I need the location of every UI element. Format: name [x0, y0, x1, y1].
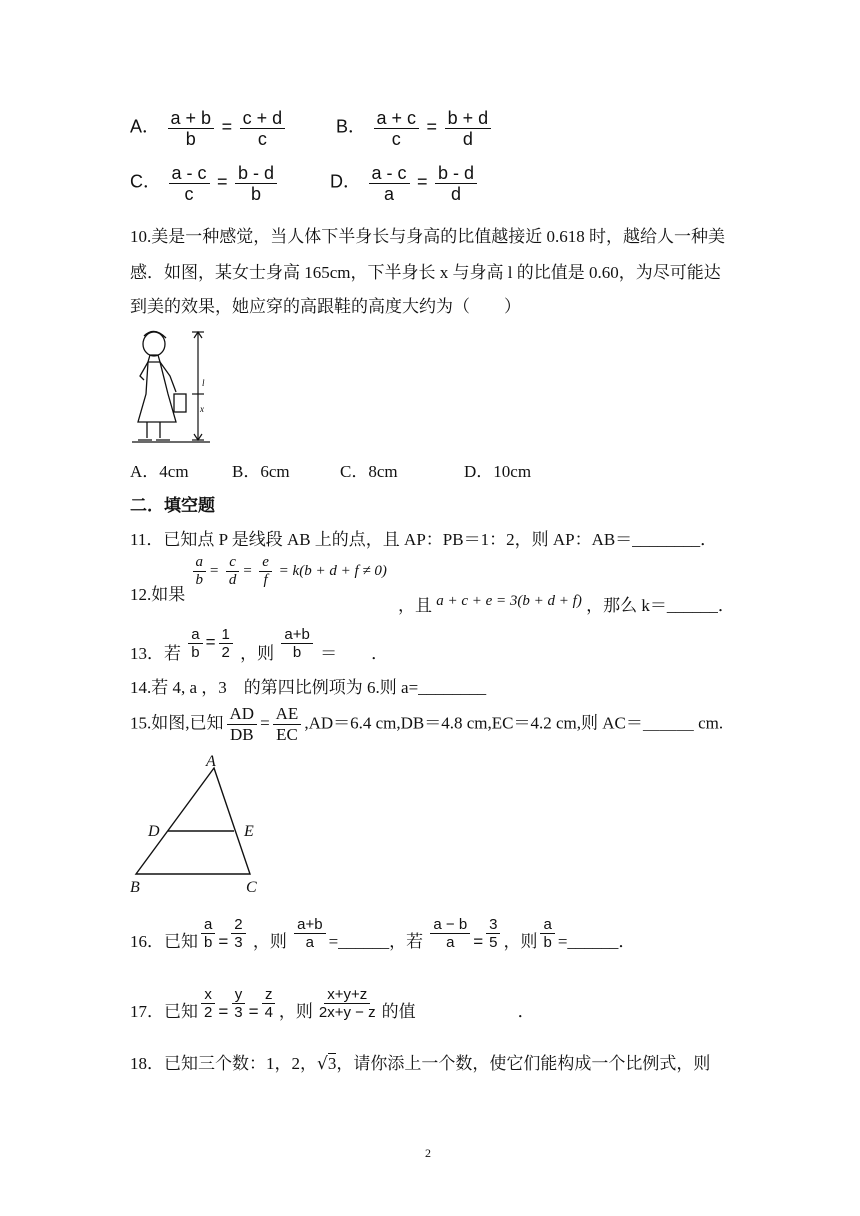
- denominator: b: [292, 644, 302, 661]
- denominator: c: [391, 129, 401, 149]
- q12-mid: ，且: [398, 596, 432, 615]
- fraction: [193, 554, 207, 589]
- fraction: [227, 704, 258, 745]
- denominator: a: [384, 184, 395, 204]
- label-l: l: [202, 378, 205, 388]
- fraction: [259, 554, 272, 589]
- numerator: 2: [231, 916, 245, 934]
- numerator: y: [232, 986, 246, 1004]
- denominator: 4: [264, 1004, 273, 1021]
- denominator: DB: [229, 725, 254, 744]
- numerator: x: [201, 986, 215, 1004]
- q12: [130, 554, 387, 607]
- fraction: [188, 626, 202, 661]
- denominator: b: [543, 934, 552, 951]
- numerator: a − b: [430, 916, 470, 934]
- fraction: [226, 554, 240, 589]
- denominator: 5: [489, 934, 498, 951]
- fraction: [201, 986, 215, 1021]
- denominator: 3: [234, 934, 243, 951]
- fraction: [294, 916, 325, 951]
- denominator: d: [451, 184, 462, 204]
- denominator: 2: [221, 644, 230, 661]
- denominator: 2x+y − z: [318, 1004, 376, 1021]
- numerator: a: [201, 916, 215, 934]
- fraction: [273, 704, 302, 745]
- fraction: [486, 916, 500, 951]
- q10-option-b: B．6cm: [232, 462, 290, 481]
- numerator: b + d: [445, 108, 492, 129]
- numerator: c + d: [240, 108, 286, 129]
- fraction: [435, 163, 477, 204]
- q17-prefix: 17．已知: [130, 1002, 198, 1022]
- sqrt-radicand: 3: [327, 1054, 337, 1073]
- label-x: x: [200, 404, 204, 414]
- q16-mid1: ，则: [252, 932, 287, 952]
- fraction: [316, 986, 379, 1021]
- q14: 14.若 4, a ，3 的第四比例项为 6.则 a=________: [130, 678, 487, 697]
- q10-option-d: D．10cm: [464, 462, 532, 481]
- vertex-a: A: [206, 753, 216, 770]
- denominator: b: [195, 572, 203, 588]
- fraction: [169, 163, 210, 204]
- equals: =: [248, 1002, 259, 1022]
- denominator: c: [184, 184, 194, 204]
- q12-equation: $\frac{a}{b}$ = $\frac{c}{d}$ = $\frac{e}{f}$ = k(b + d + f ≠ 0): [190, 563, 387, 579]
- q16: [130, 916, 635, 951]
- option-c: [130, 163, 280, 204]
- numerator: c: [226, 554, 239, 572]
- numerator: 3: [486, 916, 500, 934]
- denominator: a: [305, 934, 315, 951]
- q17-mid: ，则: [278, 1002, 313, 1022]
- fraction: [540, 916, 554, 951]
- option-d: [330, 163, 480, 204]
- fraction: [445, 108, 492, 149]
- numerator: e: [259, 554, 272, 572]
- equals: =: [221, 116, 233, 137]
- numerator: AE: [273, 704, 302, 725]
- q16-suffix: =______．: [557, 932, 636, 952]
- option-label: A．: [130, 116, 161, 137]
- numerator: a+b: [294, 916, 325, 934]
- fraction: [374, 108, 420, 149]
- q15-suffix: ,AD＝6.4 cm,DB＝4.8 cm,EC＝4.2 cm,则 AC＝＿＿＿ cm.: [304, 713, 724, 733]
- q12-tail: = k(b + d + f ≠ 0): [278, 562, 387, 579]
- q12-prefix: 12.如果: [130, 585, 186, 604]
- numerator: b - d: [435, 163, 477, 184]
- q16-mid3: ，则: [503, 932, 538, 952]
- fraction: [369, 163, 410, 204]
- numerator: b - d: [235, 163, 277, 184]
- q10-option-a: A．4cm: [130, 462, 189, 481]
- fraction: [219, 626, 233, 661]
- numerator: x+y+z: [324, 986, 370, 1004]
- equals: =: [260, 713, 270, 733]
- fraction: [231, 986, 245, 1021]
- q10-option-c: C．8cm: [340, 462, 398, 481]
- numerator: a: [193, 554, 207, 572]
- vertex-c: C: [246, 879, 257, 896]
- q13-suffix: ＝ ．: [320, 644, 389, 664]
- woman-figure: [130, 328, 212, 444]
- numerator: a - c: [369, 163, 410, 184]
- option-label: D．: [330, 171, 361, 192]
- denominator: 3: [234, 1004, 243, 1021]
- q15-prefix: 15.如图,已知: [130, 713, 224, 733]
- option-a: [130, 108, 288, 149]
- q13: [130, 626, 389, 664]
- denominator: 2: [204, 1004, 213, 1021]
- numerator: a - c: [169, 163, 210, 184]
- fraction: [168, 108, 215, 149]
- fraction: [240, 108, 286, 149]
- q16-prefix: 16．已知: [130, 932, 198, 952]
- equals: =: [218, 932, 229, 952]
- q12-rest: [398, 594, 735, 619]
- denominator: EC: [276, 725, 298, 744]
- numerator: a: [540, 916, 554, 934]
- q17: [130, 986, 535, 1021]
- denominator: d: [228, 572, 237, 588]
- equals: =: [217, 171, 228, 192]
- q12-suffix: ，那么 k＝______．: [586, 596, 735, 615]
- q12-condition: a + c + e = 3(b + d + f): [436, 593, 582, 609]
- numerator: 1: [219, 626, 233, 644]
- denominator: b: [191, 644, 200, 661]
- fraction: [430, 916, 470, 951]
- equals: =: [473, 932, 484, 952]
- vertex-d: D: [148, 823, 160, 840]
- q18-tail: ，请你添上一个数，使它们能构成一个比例式，则: [336, 1054, 711, 1073]
- denominator: c: [257, 129, 267, 149]
- fraction: [262, 986, 276, 1021]
- fraction: [281, 626, 312, 661]
- fraction: [235, 163, 277, 204]
- equals: =: [218, 1002, 229, 1022]
- equals: =: [417, 171, 428, 192]
- q17-suffix: 的值 ．: [381, 1002, 535, 1022]
- numerator: a + b: [168, 108, 215, 129]
- section-title: 二．填空题: [130, 496, 215, 515]
- q10-line-3: 到美的效果，她应穿的高跟鞋的高度大约为（ ）: [130, 297, 521, 316]
- denominator: f: [263, 572, 268, 588]
- numerator: a+b: [281, 626, 312, 644]
- triangle-figure: [128, 752, 268, 898]
- denominator: b: [204, 934, 213, 951]
- denominator: b: [251, 184, 262, 204]
- q10-line-1: 10.美是一种感觉，当人体下半身长与身高的比值越接近 0.618 时，越给人一种美: [130, 227, 725, 246]
- denominator: a: [446, 934, 455, 951]
- q16-mid2: =______，若: [328, 932, 424, 952]
- option-b: [336, 108, 494, 149]
- vertex-e: E: [244, 823, 254, 840]
- option-label: B．: [336, 116, 367, 137]
- numerator: a + c: [374, 108, 420, 129]
- fraction: [231, 916, 245, 951]
- q13-prefix: 13．若: [130, 644, 181, 664]
- q15: [130, 704, 723, 745]
- denominator: d: [462, 129, 473, 149]
- equals: =: [426, 116, 438, 137]
- q18-text: 18．已知三个数：1，2，: [130, 1054, 317, 1073]
- numerator: AD: [227, 704, 258, 725]
- equals: =: [205, 632, 216, 652]
- denominator: b: [185, 129, 196, 149]
- page-number: 2: [425, 1146, 431, 1160]
- q18: [130, 1052, 710, 1076]
- q10-line-2: 感．如图，某女士身高 165cm，下半身长 x 与身高 l 的比值是 0.60，为尽可能达: [130, 263, 721, 282]
- fraction: [201, 916, 215, 951]
- numerator: z: [262, 986, 276, 1004]
- q11: 11．已知点 P 是线段 AB 上的点，且 AP：PB＝1：2，则 AP：AB＝________．: [130, 530, 718, 549]
- q13-mid: ，则: [240, 644, 275, 664]
- sqrt-symbol: √: [317, 1054, 328, 1074]
- vertex-b: B: [130, 879, 140, 896]
- numerator: a: [188, 626, 202, 644]
- option-label: C．: [130, 171, 161, 192]
